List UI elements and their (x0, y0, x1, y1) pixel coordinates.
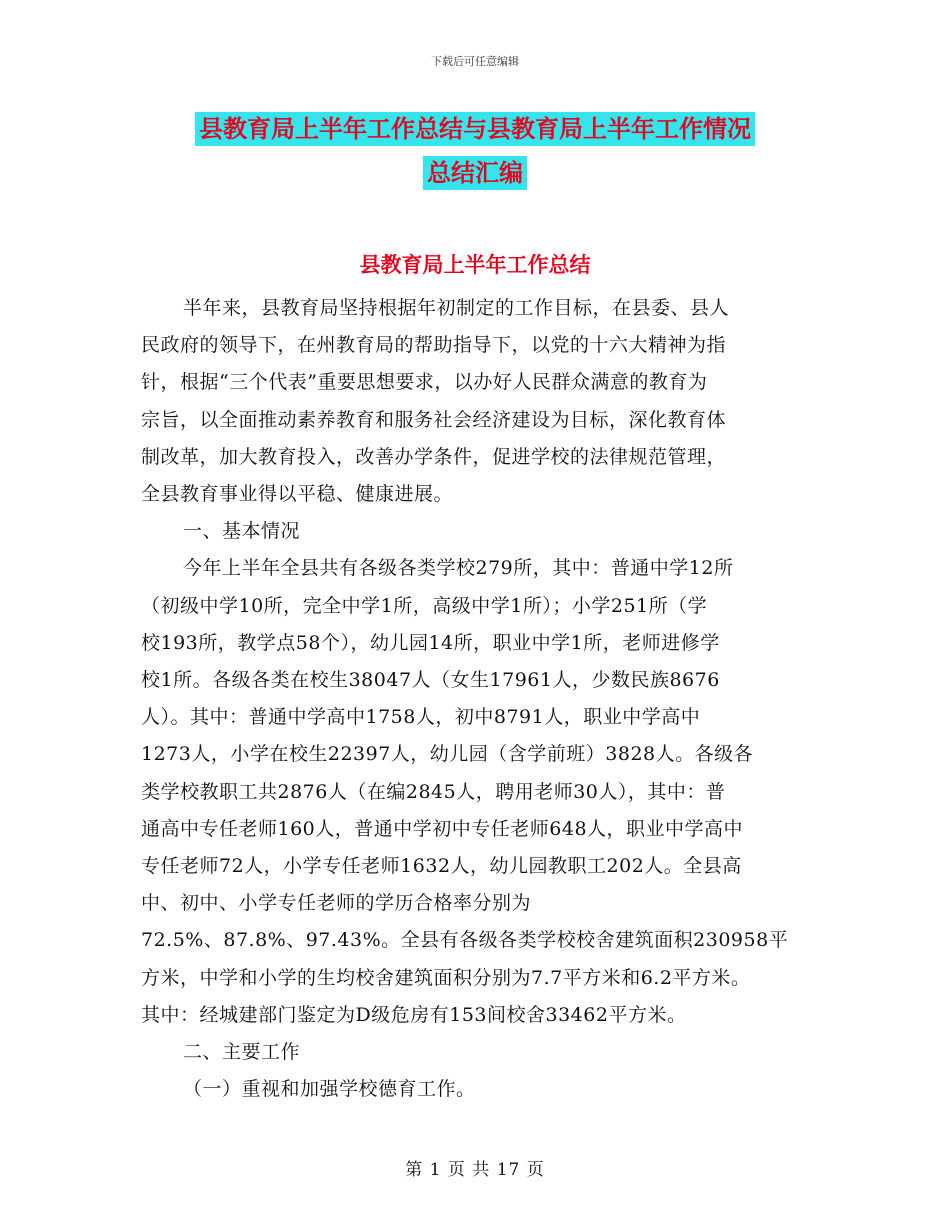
body-text (141, 290, 841, 1108)
body-line: 类学校教职工共2876人（在编2845人，聘用老师30人），其中：普 (141, 780, 726, 803)
body-line: 宗旨，以全面推动素养教育和服务社会经济建设为目标，深化教育体 (141, 408, 727, 431)
title-line-1: 县教育局上半年工作总结与县教育局上半年工作情况 (195, 112, 755, 146)
body-line: 1273人，小学在校生22397人，幼儿园（含学前班）3828人。各级各 (141, 743, 754, 766)
section-title: 县教育局上半年工作总结 (359, 253, 591, 277)
body-line: （初级中学10所，完全中学1所，高级中学1所）；小学251所（学 (141, 594, 708, 617)
body-line: 方米，中学和小学的生均校舍建筑面积分别为7.7平方米和6.2平方米。 (141, 966, 751, 989)
body-line: 中、初中、小学专任老师的学历合格率分别为 (141, 892, 532, 915)
heading-basic: 一、基本情况 (183, 520, 301, 543)
body-line: 72.5%、87.8%、97.43%。全县有各级各类学校校舍建筑面积230958平 (141, 929, 789, 952)
body-line: 其中：经城建部门鉴定为D级危房有153间校舍33462平方米。 (141, 1003, 687, 1026)
body-line: 通高中专任老师160人，普通中学初中专任老师648人，职业中学高中 (141, 817, 744, 840)
body-line: 制改革，加大教育投入，改善办学条件，促进学校的法律规范管理， (141, 445, 727, 468)
body-line: 校1所。各级各类在校生38047人（女生17961人，少数民族8676 (141, 669, 720, 692)
body-line: 今年上半年全县共有各级各类学校279所，其中：普通中学12所 (183, 557, 734, 580)
subheading-moral-education: （一）重视和加强学校德育工作。 (183, 1078, 476, 1101)
document-title (0, 112, 950, 200)
heading-main-work: 二、主要工作 (183, 1041, 301, 1064)
body-line: 专任老师72人，小学专任老师1632人，幼儿园教职工202人。全县高 (141, 855, 742, 878)
body-line: 校193所，教学点58个），幼儿园14所，职业中学1所，老师进修学 (141, 631, 720, 654)
body-line: 半年来，县教育局坚持根据年初制定的工作目标，在县委、县人 (183, 297, 730, 319)
header-note: 下载后可任意编辑 (431, 55, 519, 68)
title-line-2: 总结汇编 (423, 156, 527, 190)
body-line: 针，根据“三个代表”重要思想要求，以办好人民群众满意的教育为 (141, 371, 708, 394)
page-footer: 第 1 页 共 17 页 (405, 1160, 545, 1180)
body-line: 民政府的领导下，在州教育局的帮助指导下，以党的十六大精神为指 (141, 334, 727, 357)
body-line: 人）。其中：普通中学高中1758人，初中8791人，职业中学高中 (141, 706, 701, 729)
body-line: 全县教育事业得以平稳、健康进展。 (141, 483, 454, 506)
